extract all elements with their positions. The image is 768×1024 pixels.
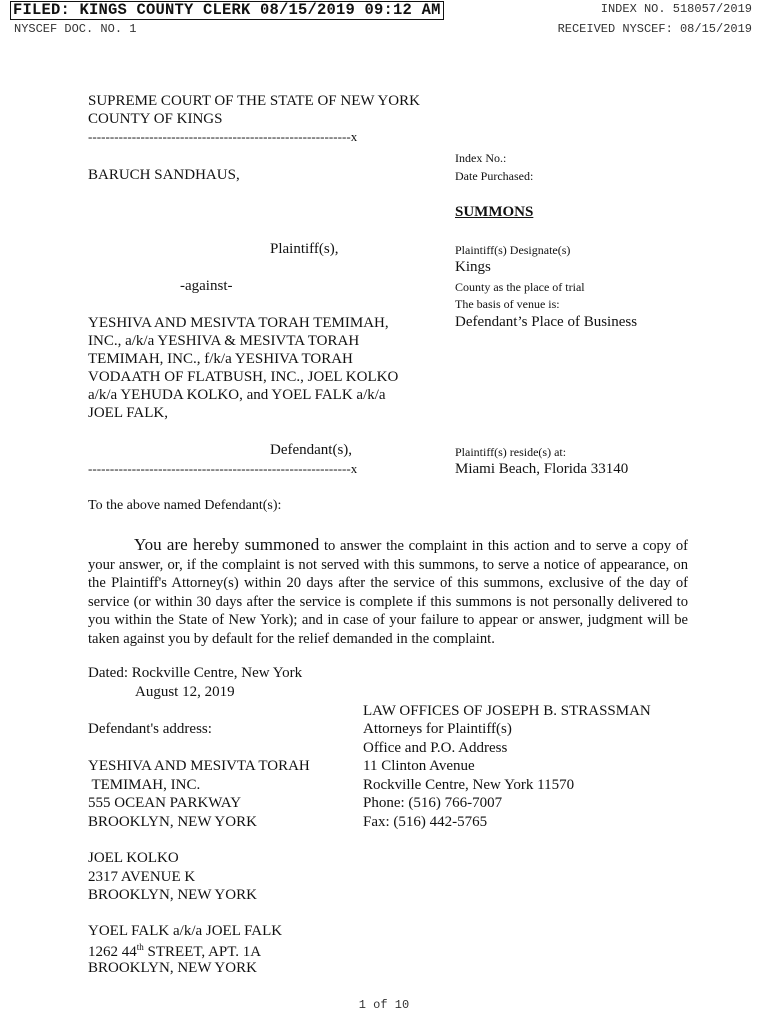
defendant-names-line: YESHIVA AND MESIVTA TORAH TEMIMAH, bbox=[88, 315, 389, 331]
defendant-names-line: a/k/a YEHUDA KOLKO, and YOEL FALK a/k/a bbox=[88, 387, 386, 403]
county-note: County as the place of trial bbox=[455, 280, 585, 294]
dated-place: Dated: Rockville Centre, New York bbox=[88, 665, 303, 681]
document-title: SUMMONS bbox=[455, 204, 534, 220]
address-line: TEMIMAH, INC. bbox=[88, 777, 201, 793]
designates-label: Plaintiff(s) Designate(s) bbox=[455, 243, 571, 257]
summons-paragraph bbox=[88, 536, 688, 649]
address-line: BROOKLYN, NEW YORK bbox=[88, 814, 257, 830]
nyscef-doc-number: NYSCEF DOC. NO. 1 bbox=[14, 22, 137, 36]
defendant-names-line: TEMIMAH, INC., f/k/a YESHIVA TORAH bbox=[88, 351, 353, 367]
venue-value: Defendant’s Place of Business bbox=[455, 314, 638, 330]
salutation: To the above named Defendant(s): bbox=[88, 498, 282, 513]
venue-label: The basis of venue is: bbox=[455, 297, 560, 311]
plaintiff-name: BARUCH SANDHAUS, bbox=[88, 167, 240, 183]
resides-label: Plaintiff(s) reside(s) at: bbox=[455, 445, 567, 459]
address-street-line bbox=[88, 942, 261, 961]
street-rest: STREET, APT. 1A bbox=[143, 944, 262, 960]
defendant-names-line: INC., a/k/a YESHIVA & MESIVTA TORAH bbox=[88, 333, 360, 349]
address-line: 2317 AVENUE K bbox=[88, 869, 196, 885]
caption-divider-bottom: ------------------------------------------------------------x bbox=[88, 461, 358, 476]
street-number: 1262 44 bbox=[88, 944, 137, 960]
summons-text: to answer the complaint in this action and to serve a copy of your answer, or, if the complaint is not served with this summons, to serve a notice of appearance, on the Plaintiff's Attorney(s) within 20 days after the service of this summons, exclusive of the day of service (or within 30 days after the service is complete if this summons is not personally delivered to you within the State of New York); and in case of your failure to appear or answer, judgment will be taken against you by default for the relief demanded in the complaint. bbox=[88, 538, 688, 647]
attorney-city: Rockville Centre, New York 11570 bbox=[363, 777, 575, 793]
resides-value: Miami Beach, Florida 33140 bbox=[455, 461, 629, 477]
attorney-fax: Fax: (516) 442-5765 bbox=[363, 814, 488, 830]
court-county: COUNTY OF KINGS bbox=[88, 111, 223, 127]
attorney-firm: LAW OFFICES OF JOSEPH B. STRASSMAN bbox=[363, 703, 651, 719]
caption-divider-top: ------------------------------------------------------------x bbox=[88, 129, 358, 144]
dated-date: August 12, 2019 bbox=[135, 684, 235, 700]
defendant-role: Defendant(s), bbox=[270, 442, 353, 458]
summons-lead: You are hereby summoned bbox=[134, 535, 320, 554]
street-ordinal-suffix: th bbox=[136, 942, 144, 952]
attorney-street: 11 Clinton Avenue bbox=[363, 758, 475, 774]
court-name: SUPREME COURT OF THE STATE OF NEW YORK bbox=[88, 93, 420, 109]
attorney-office: Office and P.O. Address bbox=[363, 740, 508, 756]
address-line: YESHIVA AND MESIVTA TORAH bbox=[88, 758, 310, 774]
against-label: -against- bbox=[180, 278, 233, 294]
defendant-address-label: Defendant's address: bbox=[88, 721, 212, 737]
date-purchased-label: Date Purchased: bbox=[455, 169, 534, 183]
defendant-names-line: VODAATH OF FLATBUSH, INC., JOEL KOLKO bbox=[88, 369, 399, 385]
address-line: BROOKLYN, NEW YORK bbox=[88, 960, 257, 976]
address-line: JOEL KOLKO bbox=[88, 850, 179, 866]
defendant-names-line: JOEL FALK, bbox=[88, 405, 168, 421]
received-date: RECEIVED NYSCEF: 08/15/2019 bbox=[557, 22, 752, 36]
filed-stamp: FILED: KINGS COUNTY CLERK 08/15/2019 09:12 AM bbox=[10, 1, 444, 20]
address-line: YOEL FALK a/k/a JOEL FALK bbox=[88, 923, 283, 939]
trial-county: Kings bbox=[455, 259, 491, 275]
plaintiff-role: Plaintiff(s), bbox=[270, 241, 339, 257]
attorney-role: Attorneys for Plaintiff(s) bbox=[363, 721, 512, 737]
index-no-label: Index No.: bbox=[455, 151, 507, 165]
attorney-phone: Phone: (516) 766-7007 bbox=[363, 795, 503, 811]
page-number: 1 of 10 bbox=[358, 998, 410, 1012]
index-number: INDEX NO. 518057/2019 bbox=[600, 2, 752, 16]
address-line: BROOKLYN, NEW YORK bbox=[88, 887, 257, 903]
address-line: 555 OCEAN PARKWAY bbox=[88, 795, 242, 811]
